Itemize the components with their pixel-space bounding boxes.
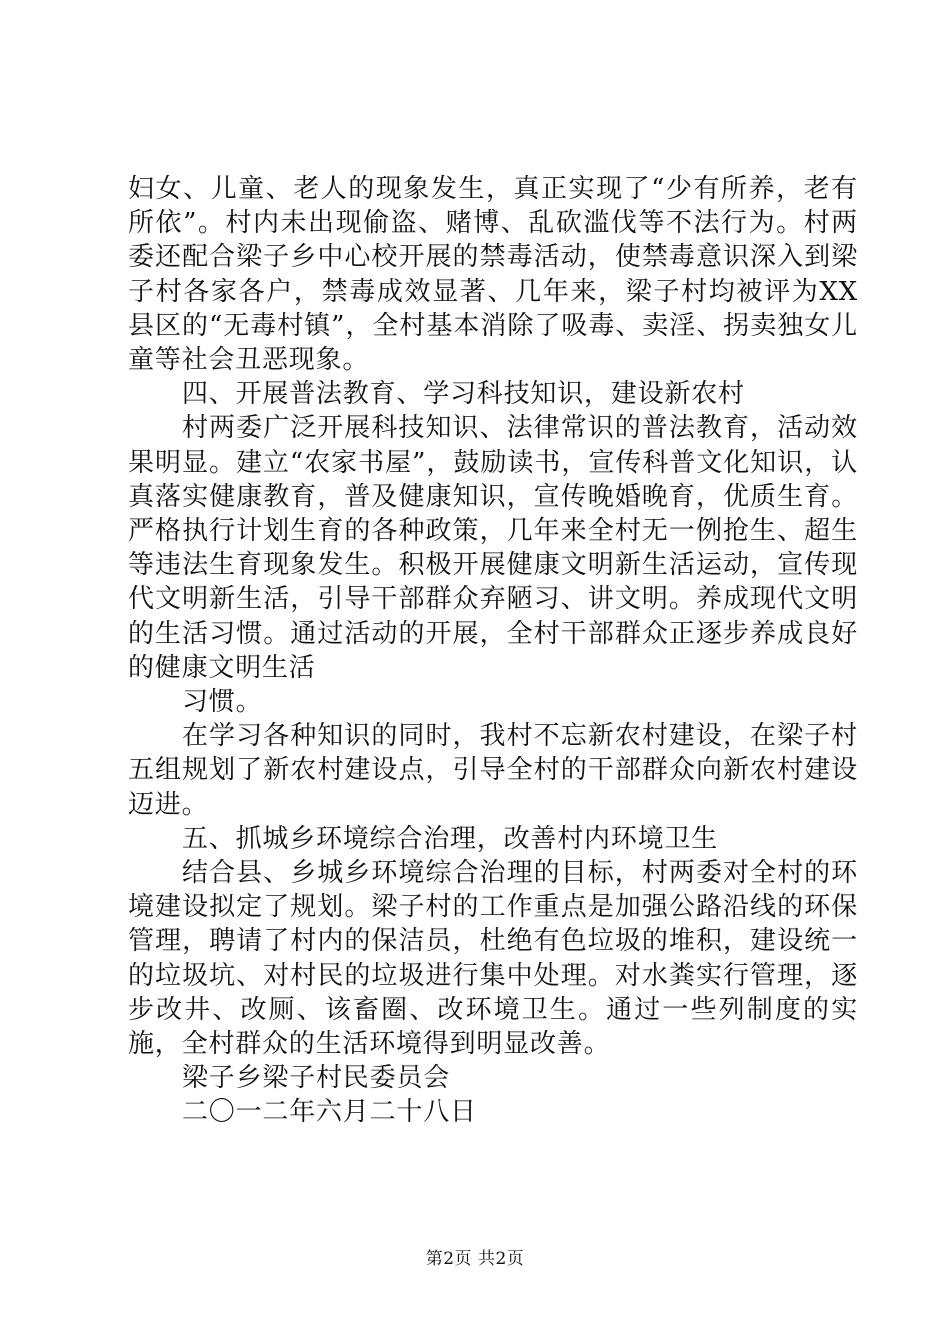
- page-number-label: 第2页 共2页: [425, 1249, 525, 1269]
- document-body: [128, 172, 858, 1130]
- section-heading-4: 四、开展普法教育、学习科技知识，建设新农村: [182, 379, 745, 410]
- signature-date: 二〇一二年六月二十八日: [182, 1097, 477, 1128]
- section-heading-5: 五、抓城乡环境综合治理，改善村内环境卫生: [182, 823, 719, 854]
- paragraph-continuation: 妇女、儿童、老人的现象发生，真正实现了“少有所养，老有所依”。村内未出现偷盗、赌博、乱砍滥伐等不法行为。村两委还配合梁子乡中心校开展的禁毒活动，使禁毒意识深入到梁子村各家各户，禁毒成效显著、几年来，梁子村均被评为XX县区的“无毒村镇”，全村基本消除了吸毒、卖淫、拐卖独女儿童等社会丑恶现象。: [128, 174, 858, 376]
- signature-organization: 梁子乡梁子村民委员会: [182, 1063, 451, 1094]
- paragraph-environment: 结合县、乡城乡环境综合治理的目标，村两委对全村的环境建设拟定了规划。梁子村的工作重点是加强公路沿线的环保管理，聘请了村内的保洁员，杜绝有色垃圾的堆积，建设统一的垃圾坑、对村民的垃圾进行集中处理。对水粪实行管理，逐步改井、改厕、该畜圈、改环境卫生。通过一些列制度的实施，全村群众的生活环境得到明显改善。: [128, 858, 858, 1060]
- paragraph-legal-education: 村两委广泛开展科技知识、法律常识的普法教育，活动效果明显。建立“农家书屋”，鼓励读书，宣传科普文化知识，认真落实健康教育，普及健康知识，宣传晚婚晚育，优质生育。严格执行计划生育的各种政策，几年来全村无一例抢生、超生等违法生育现象发生。积极开展健康文明新生活运动，宣传现代文明新生活，引导干部群众弃陋习、讲文明。养成现代文明的生活习惯。通过活动的开展，全村干部群众正逐步养成良好的健康文明生活: [128, 413, 858, 683]
- page-footer: [0, 1244, 950, 1269]
- paragraph-habits: 习惯。: [182, 687, 263, 718]
- paragraph-new-village: 在学习各种知识的同时，我村不忘新农村建设，在梁子村五组规划了新农村建设点，引导全村的干部群众向新农村建设迈进。: [128, 721, 858, 820]
